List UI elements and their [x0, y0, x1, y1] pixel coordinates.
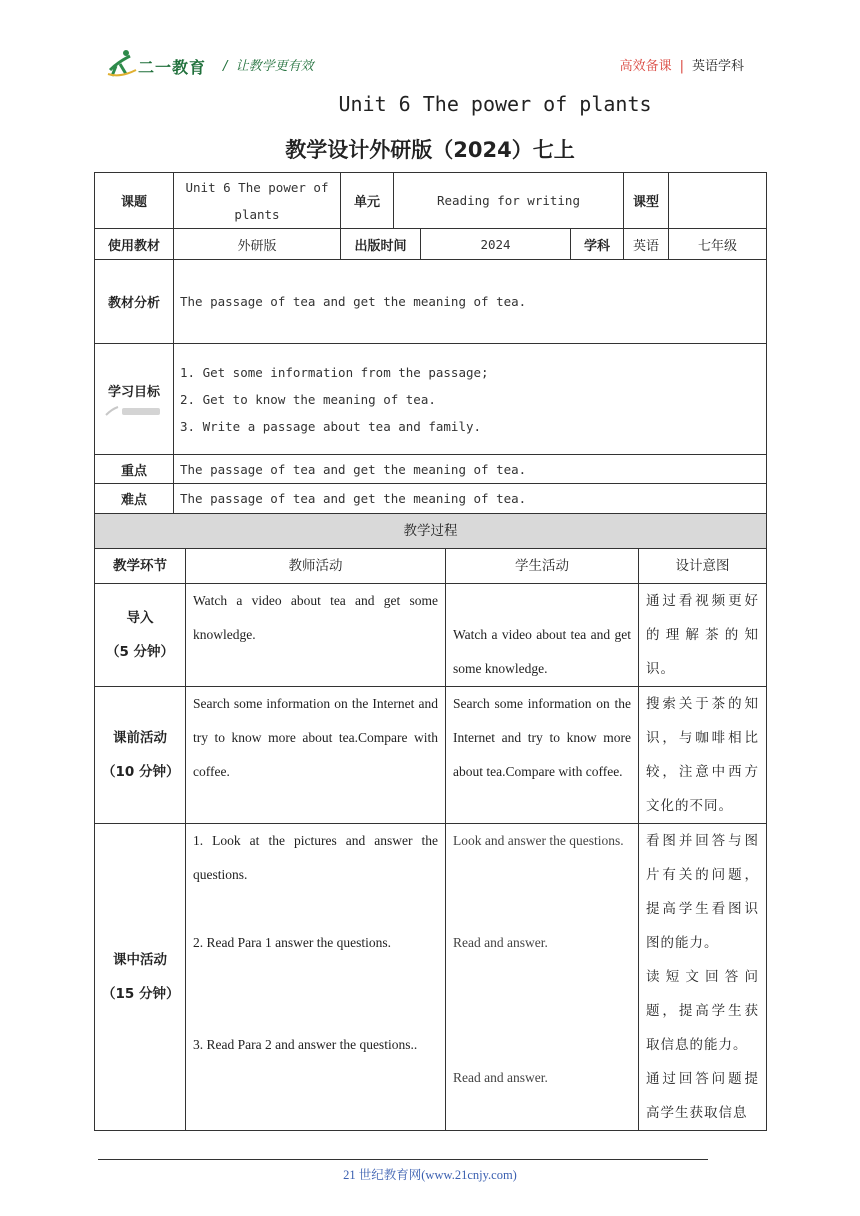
goals-label-cell [95, 344, 174, 455]
student-step: Look and answer the questions. [453, 833, 624, 848]
title-design: 教学设计外研版（2024）七上 [285, 138, 575, 162]
stage-cell [95, 824, 186, 1131]
stage-time: （10 分钟） [102, 764, 180, 780]
table-row [95, 687, 767, 824]
topic-label: 课题 [95, 173, 174, 229]
student-step: Read and answer. [453, 1070, 548, 1085]
subject-label: 学科 [571, 229, 624, 260]
key-value: The passage of tea and get the meaning of tea. [174, 455, 767, 484]
process-title: 教学过程 [95, 514, 767, 549]
goals-label: 学习目标 [107, 384, 160, 400]
watermark-logo-icon [104, 404, 164, 418]
pubtime-value: 2024 [421, 229, 571, 260]
student-activity: Search some information on the Internet and try to know more about tea.Compare with coffee. [446, 687, 639, 824]
teacher-step: 3. Read Para 2 and answer the questions.. [193, 1037, 418, 1052]
textbook-label: 使用教材 [95, 229, 174, 260]
topic-value: Unit 6 The power of plants [174, 173, 341, 229]
goal-item: 3. Write a passage about tea and family. [180, 418, 482, 434]
key-label: 重点 [95, 455, 174, 484]
unit-label: 单元 [341, 173, 394, 229]
goal-item: 1. Get some information from the passage; [180, 364, 489, 380]
design-intent: 通过看视频更好的理解茶的知识。 [639, 584, 767, 687]
stage-cell [95, 687, 186, 824]
difficult-label: 难点 [95, 484, 174, 514]
slogan-text: 让教学更有效 [235, 59, 314, 74]
intent-step: 读短文回答问题，提高学生获取信息的能力。 [646, 969, 759, 1052]
difficult-value: The passage of tea and get the meaning of tea. [174, 484, 767, 514]
goal-item: 2. Get to know the meaning of tea. [180, 391, 436, 407]
type-label: 课型 [624, 173, 669, 229]
design-intent: 搜索关于茶的知识，与咖啡相比较，注意中西方文化的不同。 [639, 687, 767, 824]
stage-time: （5 分钟） [105, 644, 175, 660]
textbook-value: 外研版 [174, 229, 341, 260]
subject-value: 英语 [624, 229, 669, 260]
process-table [94, 513, 767, 1131]
student-step: Read and answer. [453, 935, 548, 950]
grade-value: 七年级 [697, 238, 737, 254]
tag-subject: 英语学科 [691, 59, 744, 74]
table-row [95, 584, 767, 687]
footer-divider [98, 1159, 708, 1160]
title-unit: Unit 6 The power of plants [338, 92, 652, 116]
stage-time: （15 分钟） [102, 986, 180, 1002]
footer-source: 21 世纪教育网(www.21cnjy.com) [343, 1168, 517, 1182]
brand-logo [106, 48, 216, 80]
table-row [95, 824, 767, 1131]
design-intent [639, 824, 767, 1131]
teacher-activity [186, 824, 446, 1131]
header-teacher: 教师活动 [186, 549, 446, 584]
tag-efficient-prep: 高效备课 [619, 59, 672, 74]
type-value [669, 173, 767, 229]
pubtime-label: 出版时间 [341, 229, 421, 260]
runner-logo-icon [106, 48, 138, 78]
goals-list [174, 344, 767, 455]
intent-step: 通过回答问题提高学生获取信息 [646, 1071, 759, 1120]
unit-value: Reading for writing [394, 173, 624, 229]
stage-name: 课前活动 [113, 730, 167, 746]
teacher-activity: Search some information on the Internet and try to know more about tea.Compare with coffee. [186, 687, 446, 824]
header-tags: 高效备课 | 英语学科 [619, 59, 744, 74]
info-table [94, 172, 767, 514]
stage-name: 课中活动 [113, 952, 167, 968]
teacher-step: 1. Look at the pictures and answer the questions. [193, 833, 438, 882]
student-activity: Watch a video about tea and get some knowledge. [446, 584, 639, 687]
brand-name: 二一教育 [138, 58, 207, 77]
grade-cell [669, 229, 767, 260]
student-activity [446, 824, 639, 1131]
slogan: / 让教学更有效 [223, 59, 314, 74]
header-student: 学生活动 [446, 549, 639, 584]
stage-cell [95, 584, 186, 687]
intent-step: 看图并回答与图片有关的问题，提高学生看图识图的能力。 [646, 833, 759, 950]
teacher-activity: Watch a video about tea and get some knowledge. [186, 584, 446, 687]
header-stage: 教学环节 [95, 549, 186, 584]
stage-name: 导入 [126, 610, 154, 626]
header-intent: 设计意图 [639, 549, 767, 584]
teacher-step: 2. Read Para 1 answer the questions. [193, 935, 391, 950]
analysis-label: 教材分析 [95, 260, 174, 344]
analysis-value: The passage of tea and get the meaning of tea. [174, 260, 767, 344]
